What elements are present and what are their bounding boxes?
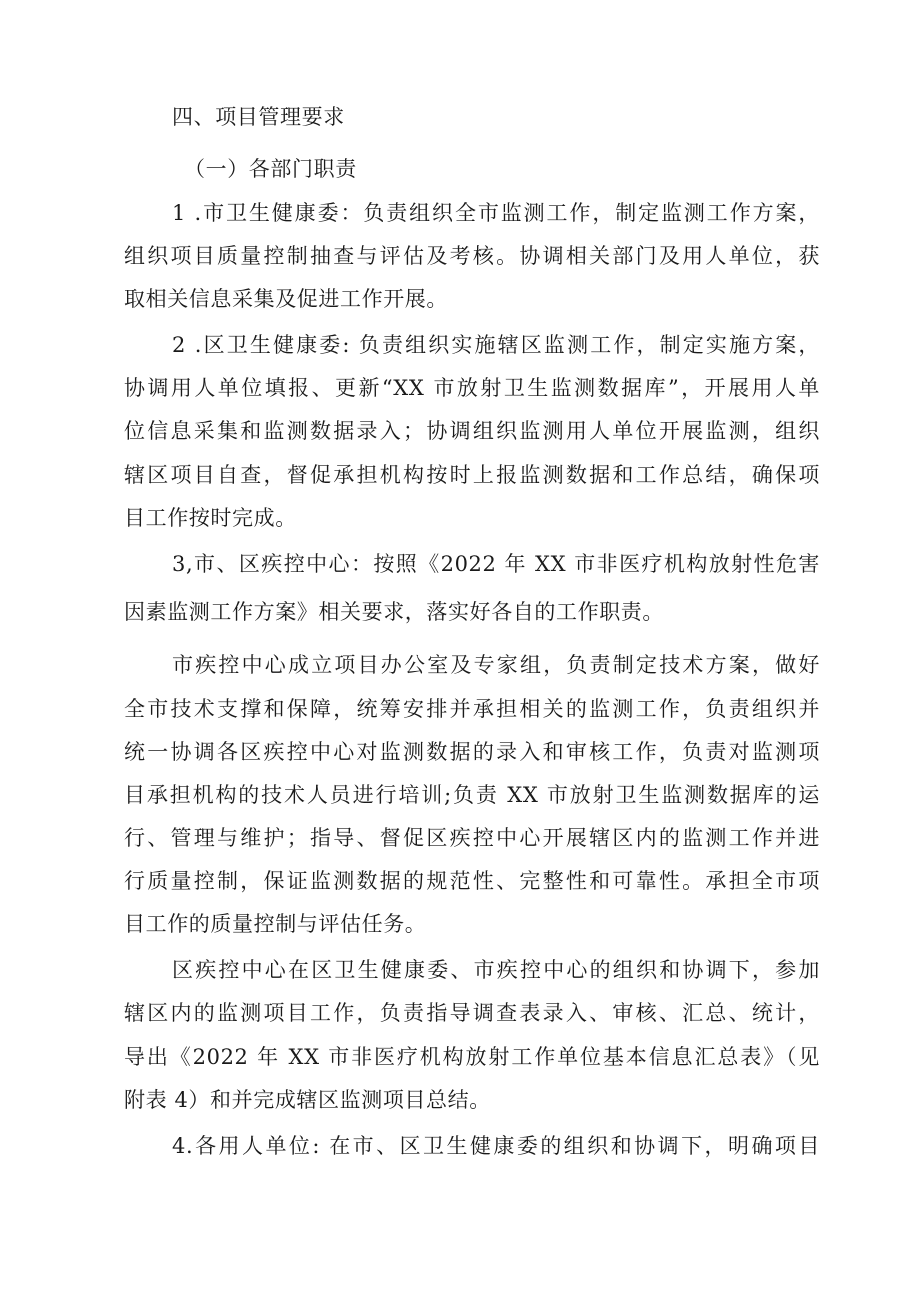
paragraph-line: 行、管理与维护；指导、督促区疾控中心开展辖区内的监测工作并进 xyxy=(124,826,820,850)
paragraph-line: 统一协调各区疾控中心对监测数据的录入和审核工作，负责对监测项 xyxy=(124,740,820,764)
paragraph-line: 1 .市卫生健康委：负责组织全市监测工作，制定监测工作方案， xyxy=(172,201,820,225)
paragraph-line: 组织项目质量控制抽查与评估及考核。协调相关部门及用人单位，获 xyxy=(124,244,820,268)
paragraph-line: 行质量控制，保证监测数据的规范性、完整性和可靠性。承担全市项 xyxy=(124,869,820,893)
paragraph-line: 目承担机构的技术人员进行培训;负责 XX 市放射卫生监测数据库的运 xyxy=(124,783,820,807)
paragraph-line: 导出《2022 年 XX 市非医疗机构放射工作单位基本信息汇总表》（见 xyxy=(124,1045,820,1069)
paragraph-line: 全市技术支撑和保障，统筹安排并承担相关的监测工作，负责组织并 xyxy=(124,697,820,721)
paragraph-line: 3,市、区疾控中心：按照《2022 年 XX 市非医疗机构放射性危害 xyxy=(172,552,820,576)
paragraph-line: 辖区项目自查，督促承担机构按时上报监测数据和工作总结，确保项 xyxy=(124,463,820,487)
subsection-heading: （一）各部门职责 xyxy=(184,157,357,181)
paragraph-line: 4.各用人单位: 在市、区卫生健康委的组织和协调下，明确项目 xyxy=(172,1134,820,1158)
section-heading: 四、项目管理要求 xyxy=(172,105,345,129)
paragraph-line: 市疾控中心成立项目办公室及专家组，负责制定技术方案，做好 xyxy=(172,653,820,677)
paragraph-line: 目工作按时完成。 xyxy=(124,506,297,530)
paragraph-line: 辖区内的监测项目工作，负责指导调查表录入、审核、汇总、统计， xyxy=(124,1001,820,1025)
paragraph-line: 因素监测工作方案》相关要求，落实好各自的工作职责。 xyxy=(124,600,664,624)
paragraph-line: 区疾控中心在区卫生健康委、市疾控中心的组织和协调下，参加 xyxy=(172,958,820,982)
paragraph-line: 协调用人单位填报、更新“XX 市放射卫生监测数据库”，开展用人单 xyxy=(124,376,820,400)
paragraph-line: 目工作的质量控制与评估任务。 xyxy=(124,912,427,936)
paragraph-line: 取相关信息采集及促进工作开展。 xyxy=(124,287,448,311)
paragraph-line: 附表 4）和并完成辖区监测项目总结。 xyxy=(124,1088,491,1112)
paragraph-line: 位信息采集和监测数据录入；协调组织监测用人单位开展监测，组织 xyxy=(124,419,820,443)
paragraph-line: 2 .区卫生健康委: 负责组织实施辖区监测工作，制定实施方案， xyxy=(172,333,820,357)
